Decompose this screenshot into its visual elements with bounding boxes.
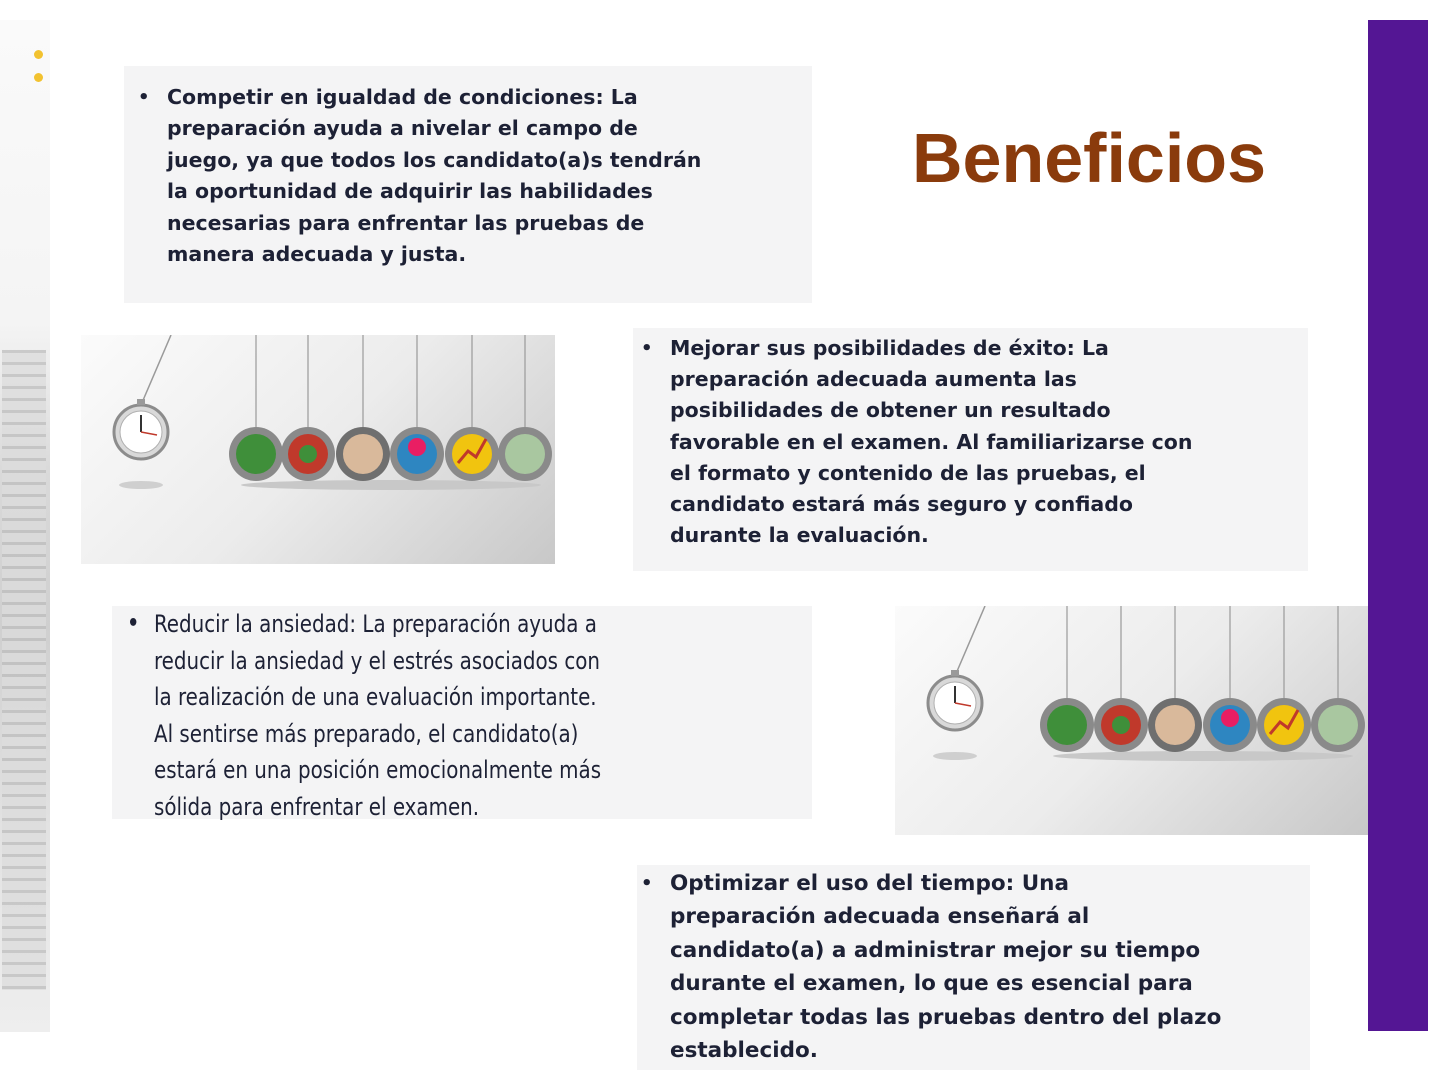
newtons-cradle-stopwatch-icon — [81, 335, 555, 564]
text-line: Al sentirse más preparado, el candidato(a) — [154, 719, 579, 748]
bullet-list — [154, 606, 792, 826]
text-line: la realización de una evaluación importante. — [154, 683, 597, 712]
text-line: candidato estará más seguro y confiado — [670, 492, 1133, 517]
text-line: estará en una posición emocionalmente más — [154, 756, 602, 785]
text-line: reducir la ansiedad y el estrés asociados con — [154, 646, 600, 675]
bullet-list — [167, 82, 792, 270]
benefit-box-4 — [637, 865, 1310, 1070]
text-line: preparación adecuada enseñará al — [670, 904, 1090, 930]
bullet-item — [670, 333, 1288, 551]
text-line: el formato y contenido de las pruebas, el — [670, 460, 1146, 485]
newtons-cradle-stopwatch-icon — [895, 606, 1368, 835]
accent-bar — [1368, 20, 1428, 1031]
text-line: sólida para enfrentar el examen. — [154, 792, 480, 821]
text-line: durante el examen, lo que es esencial para — [670, 971, 1193, 997]
text-line: establecido. — [670, 1038, 818, 1064]
dot-icon — [34, 50, 43, 59]
benefit-box-3 — [112, 606, 812, 819]
text-line: Optimizar el uso del tiempo: Una — [670, 871, 1069, 896]
benefit-box-2 — [633, 328, 1308, 571]
text-line: preparación ayuda a nivelar el campo de — [167, 116, 638, 141]
text-line: la oportunidad de adquirir las habilidades — [167, 179, 653, 204]
bullet-list — [670, 867, 1290, 1067]
benefit-box-1 — [124, 66, 812, 303]
bullet-item — [670, 867, 1290, 1067]
text-line: durante la evaluación. — [670, 523, 929, 548]
text-line: posibilidades de obtener un resultado — [670, 398, 1111, 423]
newtons-cradle-image — [81, 335, 555, 564]
dot-icon — [34, 73, 43, 82]
text-line: juego, ya que todos los candidato(a)s tendrán — [167, 147, 702, 172]
text-line: favorable en el examen. Al familiarizarse con — [670, 429, 1193, 454]
bullet-item — [167, 82, 792, 270]
text-line: Mejorar sus posibilidades de éxito: La — [670, 336, 1109, 360]
text-line: Reducir la ansiedad: La preparación ayuda a — [154, 610, 597, 638]
text-line: completar todas las pruebas dentro del plazo — [670, 1004, 1222, 1030]
building-silhouette — [2, 350, 46, 990]
decorative-side-strip — [0, 20, 50, 1032]
text-line: candidato(a) a administrar mejor su tiempo — [670, 937, 1201, 963]
slide-title: Beneficios — [912, 119, 1266, 197]
text-line: preparación adecuada aumenta las — [670, 367, 1077, 392]
text-line: necesarias para enfrentar las pruebas de — [167, 210, 645, 235]
text-line: Competir en igualdad de condiciones: La — [167, 85, 638, 109]
bullet-item — [154, 606, 743, 826]
bullet-list — [670, 333, 1288, 551]
newtons-cradle-image — [895, 606, 1368, 835]
text-line: manera adecuada y justa. — [167, 242, 467, 267]
